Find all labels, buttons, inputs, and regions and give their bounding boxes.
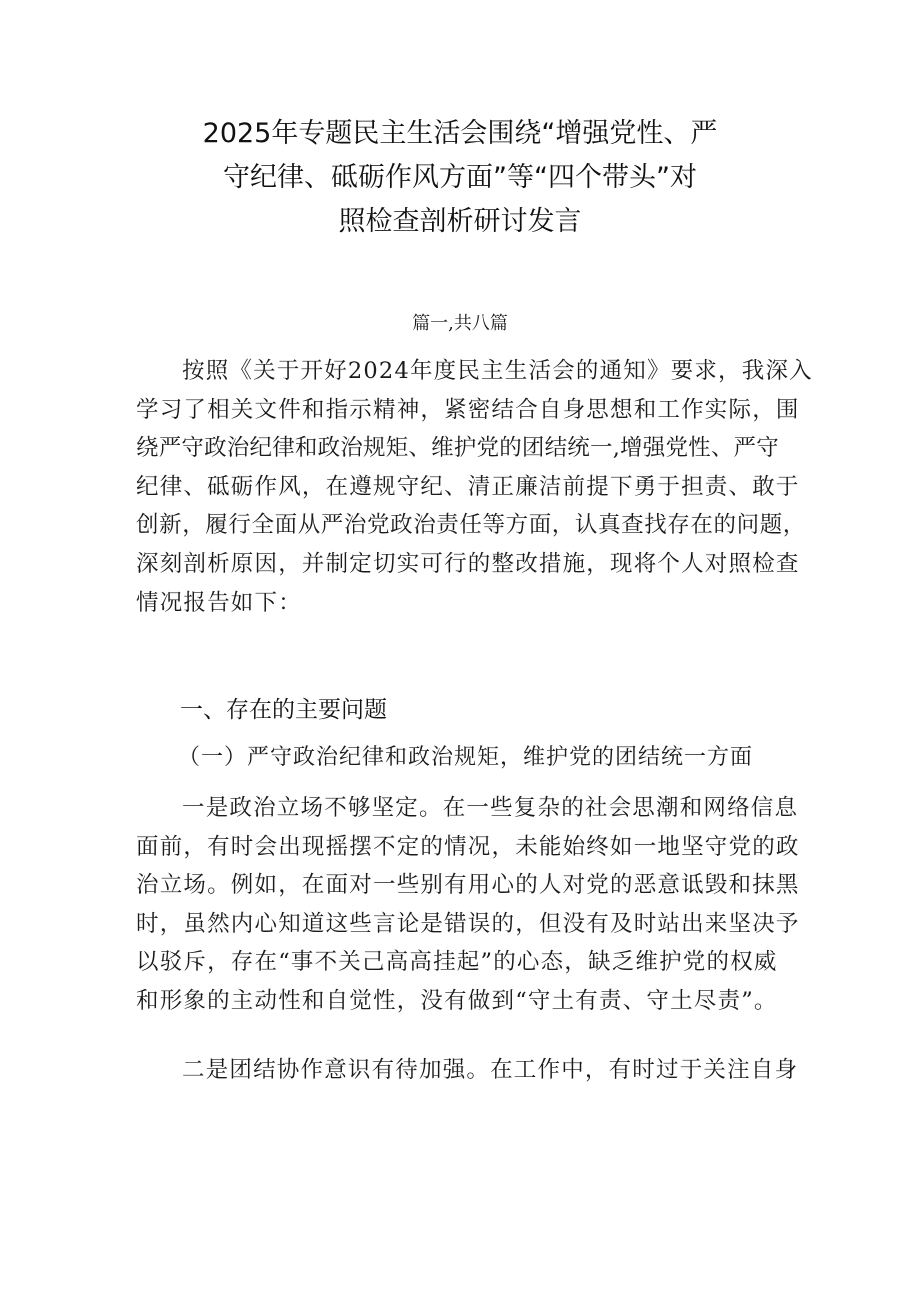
document-subtitle: 篇一,共八篇 — [412, 313, 508, 334]
paragraph-line: 时，虽然内心知道这些言论是错误的，但没有及时站出来坚决予 — [136, 910, 800, 937]
title-line: 照检查剖析研讨发言 — [338, 206, 582, 237]
paragraph-line: 创新，履行全面从严治党政治责任等方面，认真查找存在的问题， — [136, 512, 806, 539]
intro-paragraph — [136, 352, 813, 622]
subsection-heading: （一）严守政治纪律和政治规矩，维护党的团结统一方面 — [178, 745, 754, 770]
title-line: 2025年专题民主生活会围绕“增强党性、严 — [202, 118, 718, 149]
document-title — [130, 112, 790, 244]
paragraph-line: 一是政治立场不够坚定。在一些复杂的社会思潮和网络信息 — [182, 795, 799, 821]
paragraph-line: 纪律、砥砺作风，在遵规守纪、清正廉洁前提下勇于担责、敢于 — [136, 473, 800, 500]
paragraph-line: 和形象的主动性和自觉性，没有做到“守土有责、守土尽责”。 — [136, 987, 778, 1014]
paragraph-line: 按照《关于开好2024年度民主生活会的通知》要求，我深入 — [182, 358, 813, 384]
paragraph-line: 绕严守政治纪律和政治规矩、维护党的团结统一,增强党性、严守 — [136, 435, 779, 462]
paragraph-line: 以驳斥，存在“事不关己高高挂起”的心态，缺乏维护党的权威 — [136, 949, 778, 976]
title-line: 守纪律、砥砺作风方面”等“四个带头”对 — [223, 162, 697, 193]
paragraph-line: 学习了相关文件和指示精神，紧密结合自身思想和工作实际，围 — [136, 396, 800, 423]
paragraph-line: 治立场。例如，在面对一些别有用心的人对党的恶意诋毁和抹黑 — [136, 872, 800, 899]
point-one-paragraph — [136, 789, 800, 1021]
paragraph-line: 面前，有时会出现摇摆不定的情况，未能始终如一地坚守党的政 — [136, 833, 800, 860]
point-two-paragraph — [136, 1051, 799, 1090]
section-heading: 一、存在的主要问题 — [180, 697, 387, 723]
paragraph-line: 情况报告如下： — [136, 589, 302, 616]
paragraph-line: 深刻剖析原因，并制定切实可行的整改措施，现将个人对照检查 — [136, 550, 800, 577]
paragraph-line: 二是团结协作意识有待加强。在工作中，有时过于关注自身 — [182, 1057, 799, 1083]
